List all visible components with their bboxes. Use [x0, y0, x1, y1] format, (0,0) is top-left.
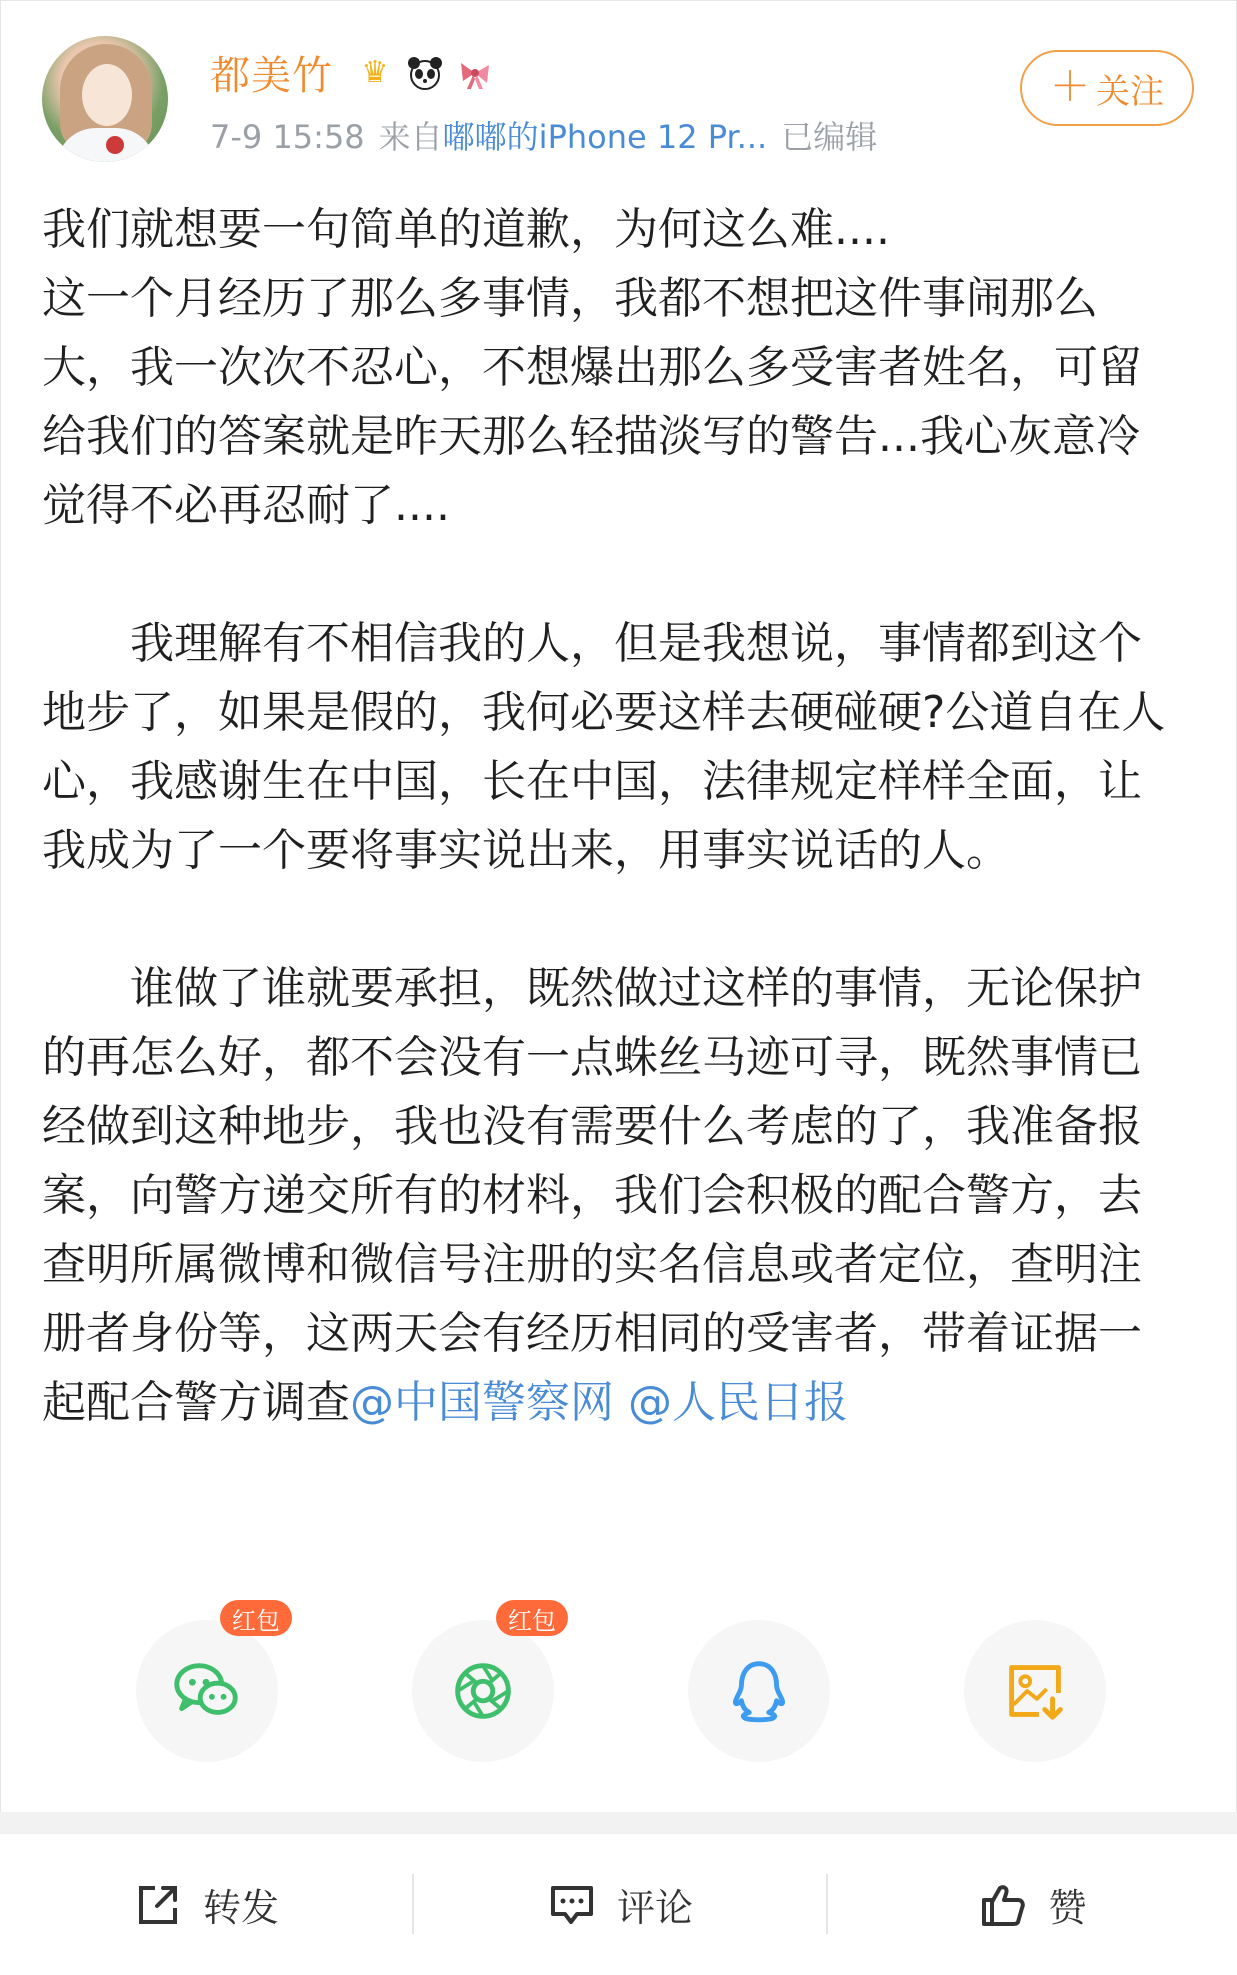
like-button[interactable]: [828, 1834, 1237, 1975]
paragraph-gap: [42, 885, 1172, 954]
follow-button[interactable]: [1020, 50, 1194, 126]
post-paragraph-1-line-1: 我们就想要一句简单的道歉，为何这么难....: [42, 204, 890, 255]
post-paragraph-2: 我理解有不相信我的人，但是我想说，事情都到这个地步了，如果是假的，我何必要这样去硬碰硬?公道自在人心，我感谢生在中国，长在中国，法律规定样样全面，让我成为了一个要将事实说出来，用事实说话的人。: [42, 618, 1166, 876]
bottom-separator: [0, 1812, 1237, 1834]
mention-link-police[interactable]: @中国警察网: [350, 1377, 614, 1428]
moments-icon: [444, 1652, 522, 1730]
plus-icon: ＋: [1050, 64, 1090, 110]
wechat-icon: [168, 1652, 246, 1730]
post-timestamp: 7-9 15:58: [210, 118, 365, 156]
thumbs-up-icon: [978, 1880, 1028, 1930]
user-badges: [354, 52, 496, 94]
qq-icon: [720, 1652, 798, 1730]
bow-icon[interactable]: [454, 52, 496, 94]
post-meta: [210, 112, 877, 158]
comment-label: 评论: [616, 1886, 693, 1930]
repost-icon: [133, 1880, 183, 1930]
redpack-badge: 红包: [496, 1600, 568, 1636]
share-row: [136, 1606, 1106, 1760]
share-wechat-button[interactable]: [136, 1606, 280, 1762]
avatar-face: [82, 64, 132, 126]
like-label: 赞: [1048, 1886, 1087, 1930]
redpack-badge: 红包: [220, 1600, 292, 1636]
bottom-action-bar: [0, 1834, 1237, 1975]
post-paragraph-1: 这一个月经历了那么多事情，我都不想把这件事闹那么大，我一次次不忍心，不想爆出那么多受害者姓名，可留给我们的答案就是昨天那么轻描淡写的警告...我心灰意冷觉得不必再忍耐了....: [42, 273, 1142, 531]
save-image-icon: [996, 1652, 1074, 1730]
panda-icon[interactable]: [404, 52, 446, 94]
post-header: [0, 0, 1237, 165]
mention-link-peoples-daily[interactable]: @人民日报: [628, 1377, 848, 1428]
repost-button[interactable]: [0, 1834, 412, 1975]
share-qq-button[interactable]: [688, 1620, 830, 1762]
post-paragraph-3: [42, 954, 1172, 1437]
comment-button[interactable]: [414, 1834, 826, 1975]
share-moments-button[interactable]: [412, 1606, 556, 1762]
avatar[interactable]: [42, 36, 168, 162]
repost-label: 转发: [202, 1886, 279, 1930]
paragraph-gap: [42, 540, 1172, 609]
save-image-button[interactable]: [964, 1620, 1106, 1762]
source-prefix: 来自: [378, 118, 443, 156]
follow-label: 关注: [1096, 71, 1164, 112]
avatar-shirt-badge: [106, 136, 124, 154]
device-link[interactable]: 嘟嘟的iPhone 12 Pr...: [442, 118, 768, 156]
post-paragraph-3-text: 谁做了谁就要承担，既然做过这样的事情，无论保护的再怎么好，都不会没有一点蛛丝马迹可寻，既然事情已经做到这种地步，我也没有需要什么考虑的了，我准备报案，向警方递交所有的材料，我们会积极的配合警方，去查明所属微博和微信号注册的实名信息或者定位，查明注册者身份等，这两天会有经历相同的受害者，带着证据一起配合警方调查: [42, 963, 1142, 1428]
username[interactable]: 都美竹: [210, 53, 333, 99]
crown-icon[interactable]: ♛: [361, 55, 389, 90]
comment-icon: [547, 1880, 597, 1930]
post-content: [42, 195, 1172, 1437]
edited-label[interactable]: 已编辑: [781, 118, 878, 156]
